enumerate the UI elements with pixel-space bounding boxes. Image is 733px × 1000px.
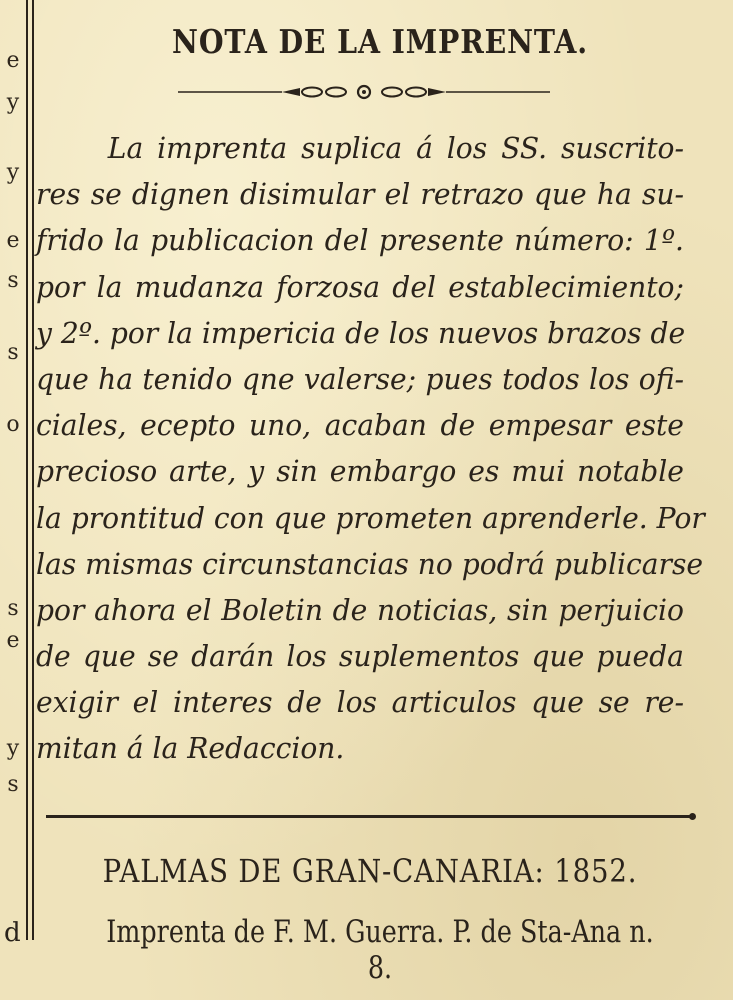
margin-letter: s [7,596,19,621]
text-line: por ahora el Boletin de noticias, sin perjuicio [36,592,684,627]
notice-title: NOTA DE LA IMPRENTA. [172,22,588,61]
notice-body [36,125,704,772]
margin-letter: s [7,268,19,293]
previous-column-fragment [0,0,24,1000]
margin-letter-bottom: d [4,918,21,948]
margin-letter: e [6,48,20,73]
column-rule [32,0,34,940]
margin-letter: y [6,90,20,115]
text-line: precioso arte, y sin embargo es mui notable [36,454,684,489]
text-line: las mismas circunstancias no podrá publicarse [36,546,704,581]
text-line: y 2º. por la impericia de los nuevos brazos de [36,315,686,350]
horizontal-rule [46,815,694,818]
text-line: La imprenta suplica á los SS. suscrito- [107,131,684,165]
text-line: res se dignen disimular el retrazo que ha su- [36,177,684,212]
text-line: exigir el interes de los articulos que se re- [36,685,684,720]
margin-letter: o [6,412,20,437]
text-line: de que se darán los suplementos que pueda [36,639,684,674]
margin-letter: e [6,228,20,253]
text-line: la prontitud con que prometen aprenderle. Por [36,500,705,535]
text-line: mitan á la Redaccion. [36,731,345,766]
text-line: frido la publicacion del presente número: 1º. [36,223,684,258]
margin-letter: s [7,772,19,797]
margin-letter: e [6,628,20,653]
text-line: que ha tenido qne valerse; pues todos los ofi- [36,361,684,396]
text-line: ciales, ecepto uno, acaban de empesar este [36,408,684,443]
place-and-year: PALMAS DE GRAN-CANARIA: 1852. [102,852,638,890]
margin-letter: s [7,340,19,365]
ornamental-divider [178,84,550,100]
printer-imprint: Imprenta de F. M. Guerra. P. de Sta-Ana n. 8. [106,914,654,986]
column-rule [26,0,28,940]
margin-letter: y [6,160,20,185]
margin-letter: y [6,736,20,761]
text-line: por la mudanza forzosa del establecimiento; [36,269,684,304]
